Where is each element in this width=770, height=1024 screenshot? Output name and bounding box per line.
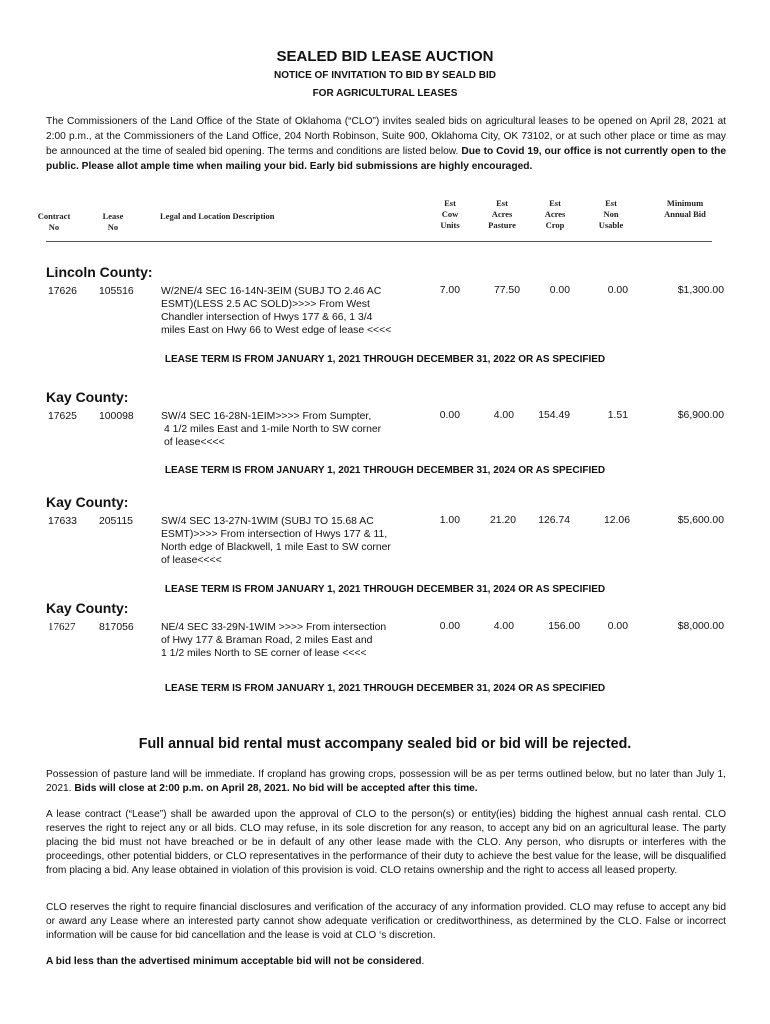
cow-units: 0.00 (439, 621, 460, 632)
header-acres-crop: Est Acres Crop (544, 198, 566, 230)
header-legal: Legal and Location Description (160, 211, 275, 221)
cow-units: 0.00 (439, 410, 460, 421)
acres-non-usable: 0.00 (607, 285, 628, 296)
county-heading: Lincoln County: (46, 264, 153, 280)
contract-number: 17627 (48, 621, 76, 633)
acres-crop: 126.74 (538, 515, 570, 526)
leases-subtitle: FOR AGRICULTURAL LEASES (312, 88, 458, 99)
lease-term: LEASE TERM IS FROM JANUARY 1, 2021 THROUGH DECEMBER 31, 2024 OR AS SPECIFIED (164, 465, 606, 476)
cow-units: 7.00 (439, 285, 460, 296)
lease-term: LEASE TERM IS FROM JANUARY 1, 2021 THROUGH DECEMBER 31, 2024 OR AS SPECIFIED (164, 584, 606, 595)
contract-number: 17633 (48, 516, 77, 527)
header-divider (46, 241, 712, 242)
intro-text: The Commissioners of the Land Office of the State of Oklahoma (“CLO”) invites sealed bids on agricultural leases to be opened on April 28, 2021 at 2:00 p.m., at the Commissioners of the Land Office, 204 North Robinson, Suite 900, Oklahoma City, OK 73102, or at such other place or time as may be announced at the time of sealed bid opening. The terms and conditions are listed below. (46, 116, 726, 157)
lease-number: 100098 (99, 411, 134, 422)
minimum-bid: $1,300.00 (677, 285, 724, 296)
legal-description: NE/4 SEC 33-29N-1WIM >>>> From intersection of Hwy 177 & Braman Road, 2 miles East and 1 1/2 miles North to SE corner of lease <<<< (161, 622, 387, 659)
acres-pasture: 4.00 (493, 410, 514, 421)
contract-number: 17626 (48, 286, 77, 297)
acres-crop: 0.00 (549, 285, 570, 296)
cow-units: 1.00 (439, 515, 460, 526)
intro-paragraph (46, 114, 726, 174)
full-bid-notice: Full annual bid rental must accompany sealed bid or bid will be rejected. (138, 736, 632, 752)
minimum-bid-paragraph: A bid less than the advertised minimum acceptable bid will not be considered. (46, 956, 425, 967)
legal-description: SW/4 SEC 16-28N-1EIM>>>> From Sumpter, 4 1/2 miles East and 1-mile North to SW corner of lease<<<< (161, 411, 382, 448)
acres-pasture: 77.50 (493, 285, 520, 296)
lease-number: 817056 (99, 622, 134, 633)
lease-number: 105516 (99, 286, 134, 297)
header-non-usable: Est Non Usable (598, 198, 624, 230)
possession-text: Possession of pasture land will be immediate. If cropland has growing crops, possession will be as per terms outlined below, but no later than July 1, 2021. (46, 769, 726, 794)
acres-non-usable: 1.51 (607, 410, 628, 421)
acres-pasture: 21.20 (489, 515, 516, 526)
page-title: SEALED BID LEASE AUCTION (276, 48, 494, 65)
legal-description: SW/4 SEC 13-27N-1WIM (SUBJ TO 15.68 AC ESMT)>>>> From intersection of Hwys 177 & 11, North edge of Blackwell, 1 mile East to SW corner of lease<<<< (161, 516, 391, 566)
header-cow-units: Est Cow Units (440, 198, 460, 230)
acres-crop: 156.00 (548, 621, 580, 632)
legal-description: W/2NE/4 SEC 16-14N-3EIM (SUBJ TO 2.46 AC ESMT)(LESS 2.5 AC SOLD)>>>> From West Chandler intersection of Hwys 177 & 66, 1 3/4 miles East on Hwy 66 to West edge of lease <<<< (161, 286, 392, 336)
possession-paragraph (46, 768, 726, 796)
covid-notice: Due to Covid 19, our office is not currently open to the public. Please allot ample time when mailing your bid. Early bid submissions are highly encouraged. (46, 146, 726, 172)
minimum-bid: $5,600.00 (677, 515, 724, 526)
county-heading: Kay County: (46, 494, 129, 510)
header-lease: Lease No (102, 211, 124, 232)
county-heading: Kay County: (46, 600, 129, 616)
lease-term: LEASE TERM IS FROM JANUARY 1, 2021 THROUGH DECEMBER 31, 2024 OR AS SPECIFIED (164, 683, 606, 694)
minimum-bid: $6,900.00 (677, 410, 724, 421)
notice-subtitle: NOTICE OF INVITATION TO BID BY SEALD BID (273, 70, 497, 81)
lease-number: 205115 (99, 516, 133, 527)
header-contract: Contract No (37, 211, 71, 232)
contract-number: 17625 (48, 411, 77, 422)
lease-term: LEASE TERM IS FROM JANUARY 1, 2021 THROUGH DECEMBER 31, 2022 OR AS SPECIFIED (164, 354, 606, 365)
bid-close-notice: Bids will close at 2:00 p.m. on April 28, 2021. No bid will be accepted after this time. (74, 783, 478, 794)
header-minimum-bid: Minimum Annual Bid (664, 198, 706, 219)
acres-pasture: 4.00 (493, 621, 514, 632)
financial-paragraph: CLO reserves the right to require financial disclosures and verification of the accuracy of any information provided. CLO may refuse to accept any bid or award any Lease where an interested party cannot show adequate verification or creditworthiness, as determined by the CLO. False or incorrect information will be cause for bid cancellation and the lease is void at CLO ‘s discretion. (46, 902, 726, 941)
acres-non-usable: 0.00 (607, 621, 628, 632)
lease-contract-paragraph: A lease contract (“Lease”) shall be awarded upon the approval of CLO to the person(s) or entity(ies) bidding the highest annual cash rental. CLO reserves the right to reject any or all bids. CLO may refuse, in its sole discretion for any reason, to accept any bid on an agricultural lease. The party placing the bid must not have breached or be in default of any other lease made with the CLO. Any person, who disrupts or interferes with the proceedings, other potential bidders, or CLO representatives in the performance of their duty to achieve the best value for the lease, will be disqualified from placing a bid. Any lease obtained in violation of this provision is void. CLO retains ownership and the right to access all leased property. (46, 809, 726, 876)
acres-non-usable: 12.06 (603, 515, 630, 526)
minimum-bid: $8,000.00 (677, 621, 724, 632)
minimum-bid-notice: A bid less than the advertised minimum acceptable bid will not be considered (46, 956, 422, 967)
header-acres-pasture: Est Acres Pasture (488, 198, 516, 230)
county-heading: Kay County: (46, 389, 129, 405)
acres-crop: 154.49 (538, 410, 570, 421)
